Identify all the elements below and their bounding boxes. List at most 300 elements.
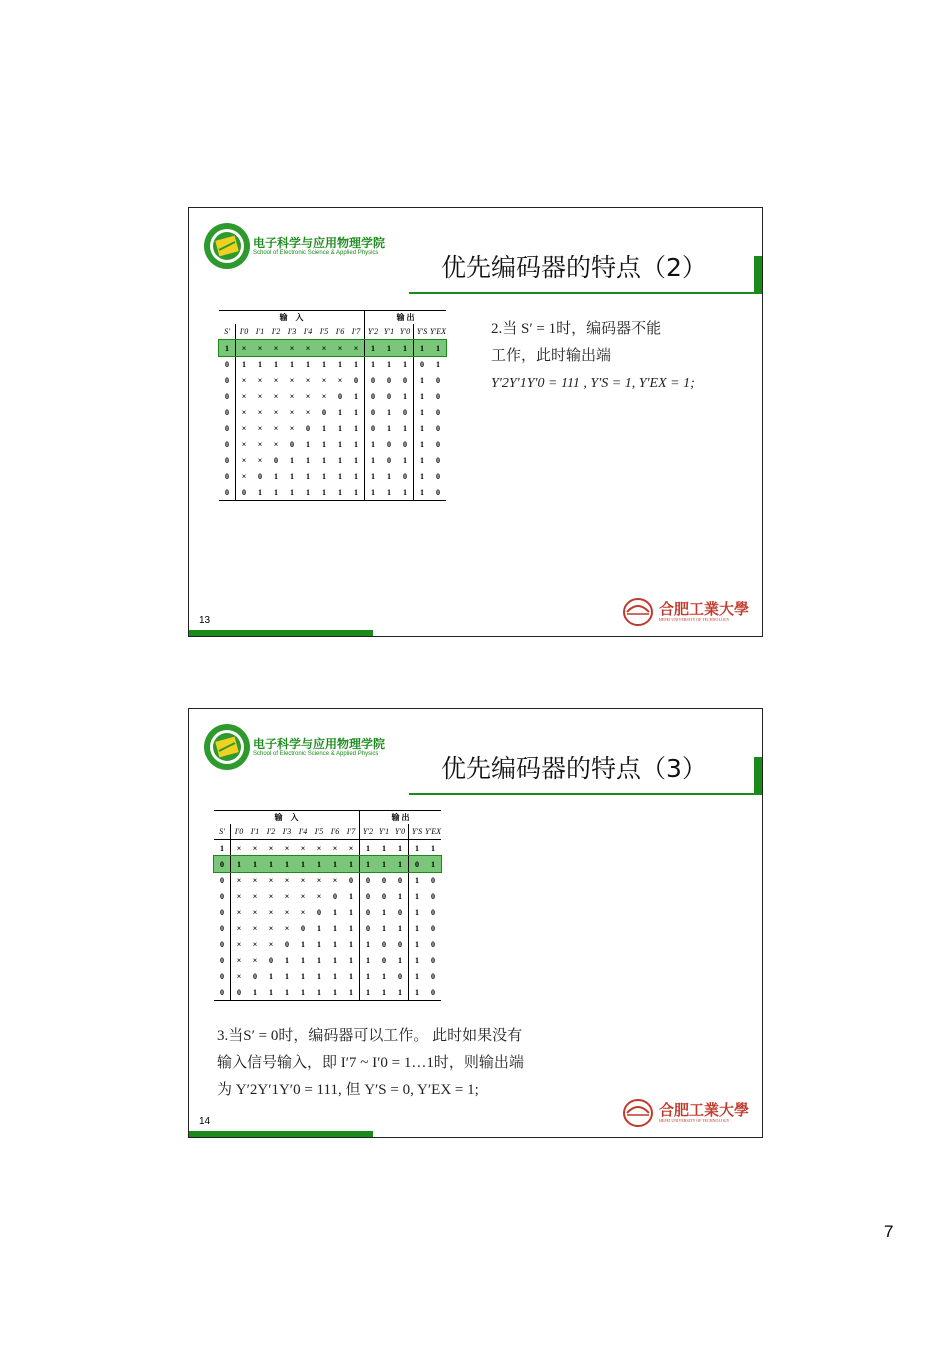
table-cell: ×: [289, 423, 295, 433]
table-column-header: I′4: [295, 824, 311, 840]
table-cell: 1: [398, 955, 402, 965]
truth-table: [214, 810, 441, 1001]
table-cell: 0: [387, 391, 391, 401]
table-cell: 0: [387, 439, 391, 449]
table-cell: 1: [409, 968, 426, 984]
table-row: [219, 484, 446, 501]
table-cell: 1: [403, 455, 407, 465]
table-row: [214, 952, 441, 968]
table-cell: ×: [252, 939, 258, 949]
table-cell: 1: [311, 856, 327, 872]
table-cell: 0: [220, 971, 224, 981]
table-cell: 0: [431, 875, 435, 885]
table-cell: ×: [236, 340, 253, 357]
table-cell: 1: [290, 455, 294, 465]
table-row: [219, 404, 446, 420]
table-cell: 0: [269, 955, 273, 965]
table-cell: 1: [348, 484, 365, 501]
table-cell: 1: [236, 356, 253, 372]
table-cell: ×: [268, 843, 274, 853]
slide-title: 优先编码器的特点（2）: [441, 253, 707, 282]
table-cell: ×: [316, 891, 322, 901]
table-column-header: I′3: [279, 824, 295, 840]
table-cell: 1: [392, 984, 409, 1001]
table-column-header: I′5: [311, 824, 327, 840]
table-cell: ×: [273, 439, 279, 449]
table-column-header: I′1: [252, 324, 268, 340]
title-underline: [409, 292, 762, 294]
truth-table: [219, 310, 446, 501]
university-seal-icon: [623, 1099, 653, 1127]
table-cell: ×: [284, 340, 300, 357]
table-cell: ×: [332, 843, 338, 853]
table-cell: ×: [257, 391, 263, 401]
table-cell: 1: [382, 923, 386, 933]
page-number: 7: [884, 1222, 894, 1241]
body-line: 输入信号输入，即 I′7 ~ I′0 = 1…1时，则输出端: [217, 1055, 524, 1071]
table-cell: ×: [305, 391, 311, 401]
table-cell: 1: [349, 907, 353, 917]
table-cell: 0: [398, 939, 402, 949]
table-cell: 1: [382, 907, 386, 917]
table-cell: ×: [321, 391, 327, 401]
table-cell: 0: [317, 907, 321, 917]
table-group-header-inputs: 输 入: [219, 311, 365, 325]
table-column-header: I′7: [348, 324, 365, 340]
table-cell: 0: [258, 471, 262, 481]
school-name-en: School of Electronic Science & Applied Physics: [253, 250, 379, 256]
table-cell: ×: [273, 423, 279, 433]
table-cell: 0: [365, 404, 382, 420]
table-cell: ×: [236, 468, 253, 484]
table-cell: ×: [284, 843, 290, 853]
table-cell: 1: [274, 359, 278, 369]
table-cell: 0: [436, 455, 440, 465]
table-cell: 1: [409, 952, 426, 968]
table-cell: ×: [231, 920, 248, 936]
table-cell: ×: [316, 875, 322, 885]
table-cell: 0: [354, 375, 358, 385]
table-cell: 1: [365, 340, 382, 357]
table-cell: 0: [365, 372, 382, 388]
table-cell: 1: [398, 843, 402, 853]
table-cell: 0: [382, 875, 386, 885]
table-cell: 1: [349, 971, 353, 981]
table-cell: 1: [403, 391, 407, 401]
university-sub: HEFEI UNIVERSITY OF TECHNOLOGY: [659, 1118, 730, 1123]
table-column-header: Y′0: [397, 324, 414, 340]
table-cell: ×: [300, 907, 306, 917]
table-cell: 1: [290, 359, 294, 369]
table-row: [219, 388, 446, 404]
table-cell: 1: [382, 843, 386, 853]
table-cell: 1: [269, 971, 273, 981]
table-cell: 1: [279, 856, 295, 872]
table-cell: 1: [338, 407, 342, 417]
table-cell: ×: [257, 375, 263, 385]
table-cell: 1: [381, 484, 397, 501]
table-cell: 0: [414, 356, 431, 372]
table-cell: ×: [252, 843, 258, 853]
table-cell: 1: [403, 423, 407, 433]
table-row: [219, 468, 446, 484]
table-row: [214, 888, 441, 904]
table-cell: 1: [258, 359, 262, 369]
table-cell: 1: [398, 891, 402, 901]
table-cell: 0: [436, 423, 440, 433]
table-cell: 0: [231, 984, 248, 1001]
table-cell: 1: [409, 920, 426, 936]
table-cell: 0: [349, 875, 353, 885]
university-name: 合肥工業大學: [659, 1101, 750, 1119]
table-cell: ×: [231, 872, 248, 888]
table-cell: 1: [387, 471, 391, 481]
table-cell: ×: [231, 888, 248, 904]
table-column-header: Y′2: [365, 324, 382, 340]
table-cell: 1: [409, 936, 426, 952]
table-cell: 1: [306, 471, 310, 481]
table-cell: 0: [301, 923, 305, 933]
table-row: [214, 984, 441, 1001]
table-cell: 0: [403, 375, 407, 385]
table-cell: 1: [354, 471, 358, 481]
table-column-header: I′4: [300, 324, 316, 340]
table-column-header: S′: [214, 824, 231, 840]
table-cell: 1: [290, 471, 294, 481]
table-column-header: I′0: [231, 824, 248, 840]
table-cell: 1: [295, 856, 311, 872]
table-cell: 0: [436, 439, 440, 449]
bottom-accent-bar: [189, 1131, 373, 1137]
table-cell: 1: [414, 452, 431, 468]
table-column-header: I′0: [236, 324, 253, 340]
table-cell: 0: [382, 939, 386, 949]
table-row: [219, 340, 446, 357]
table-cell: ×: [257, 407, 263, 417]
table-cell: 0: [403, 471, 407, 481]
table-group-header-inputs: 输 入: [214, 811, 360, 825]
table-cell: ×: [231, 904, 248, 920]
table-cell: 0: [220, 891, 224, 901]
table-cell: 1: [300, 484, 316, 501]
table-cell: ×: [268, 340, 284, 357]
table-cell: ×: [289, 391, 295, 401]
table-cell: ×: [268, 875, 274, 885]
table-cell: 1: [376, 856, 392, 872]
title-accent-bar: [754, 256, 762, 294]
table-column-header: Y′1: [376, 824, 392, 840]
table-cell: 1: [425, 856, 441, 872]
table-cell: ×: [300, 843, 306, 853]
table-cell: 1: [365, 436, 382, 452]
table-cell: 1: [349, 891, 353, 901]
table-cell: 0: [290, 439, 294, 449]
table-cell: ×: [236, 436, 253, 452]
table-cell: 1: [322, 471, 326, 481]
table-column-header: Y′EX: [425, 824, 441, 840]
table-cell: ×: [236, 388, 253, 404]
table-cell: 1: [360, 856, 377, 872]
body-line: Y′2Y′1Y′0 = 111 , Y′S = 1, Y′EX = 1;: [491, 376, 695, 391]
table-cell: 1: [333, 955, 337, 965]
table-cell: 1: [431, 843, 435, 853]
table-cell: 1: [306, 359, 310, 369]
table-column-header: Y′2: [360, 824, 377, 840]
table-cell: ×: [289, 407, 295, 417]
table-cell: ×: [236, 452, 253, 468]
table-cell: 0: [360, 920, 377, 936]
table-cell: 1: [327, 856, 343, 872]
body-line: 为 Y′2Y′1Y′0 = 111, 但 Y′S = 0, Y′EX = 1;: [217, 1082, 479, 1098]
table-cell: 0: [333, 891, 337, 901]
table-cell: 1: [322, 423, 326, 433]
table-column-header: I′5: [316, 324, 332, 340]
table-cell: 1: [247, 984, 263, 1001]
table-column-header: I′6: [327, 824, 343, 840]
title-accent-bar: [754, 757, 762, 795]
table-cell: 0: [220, 875, 224, 885]
table-column-header: Y′0: [392, 824, 409, 840]
table-cell: 1: [322, 359, 326, 369]
table-cell: 1: [349, 939, 353, 949]
table-cell: 1: [349, 955, 353, 965]
table-row: [214, 840, 441, 857]
table-cell: ×: [348, 340, 365, 357]
table-cell: 1: [317, 923, 321, 933]
table-cell: 1: [354, 439, 358, 449]
table-cell: 1: [333, 907, 337, 917]
table-cell: 0: [225, 455, 229, 465]
table-cell: ×: [300, 340, 316, 357]
table-cell: 1: [387, 359, 391, 369]
table-cell: ×: [252, 907, 258, 917]
table-cell: ×: [252, 891, 258, 901]
table-column-header: S′: [219, 324, 236, 340]
table-cell: 0: [225, 375, 229, 385]
table-cell: ×: [257, 423, 263, 433]
school-name-en: School of Electronic Science & Applied Physics: [253, 751, 379, 757]
table-cell: 1: [381, 340, 397, 357]
table-cell: 0: [436, 407, 440, 417]
table-cell: 0: [214, 984, 231, 1001]
table-cell: 1: [365, 452, 382, 468]
table-cell: 1: [403, 359, 407, 369]
table-cell: ×: [231, 952, 248, 968]
table-column-header: I′2: [268, 324, 284, 340]
table-row: [214, 920, 441, 936]
table-cell: 0: [382, 955, 386, 965]
table-cell: 0: [225, 407, 229, 417]
table-cell: 1: [343, 856, 360, 872]
table-cell: 1: [360, 984, 377, 1001]
table-cell: ×: [300, 891, 306, 901]
table-cell: ×: [300, 875, 306, 885]
table-cell: ×: [257, 455, 263, 465]
table-row: [214, 936, 441, 952]
title-underline: [409, 793, 762, 795]
table-cell: 1: [327, 984, 343, 1001]
table-cell: 1: [436, 359, 440, 369]
table-cell: ×: [305, 375, 311, 385]
table-cell: 1: [338, 423, 342, 433]
table-cell: 1: [285, 971, 289, 981]
table-cell: 1: [387, 423, 391, 433]
table-cell: 0: [306, 423, 310, 433]
table-cell: 0: [431, 955, 435, 965]
table-cell: 0: [220, 907, 224, 917]
table-cell: 0: [436, 471, 440, 481]
table-cell: 1: [414, 436, 431, 452]
table-cell: ×: [332, 875, 338, 885]
table-cell: 1: [354, 391, 358, 401]
table-cell: 1: [397, 340, 414, 357]
table-cell: 0: [360, 888, 377, 904]
table-cell: 1: [301, 939, 305, 949]
table-cell: 1: [414, 404, 431, 420]
table-cell: 1: [285, 955, 289, 965]
table-cell: 1: [306, 439, 310, 449]
table-cell: 0: [365, 420, 382, 436]
table-cell: 1: [274, 471, 278, 481]
table-cell: 1: [409, 872, 426, 888]
table-cell: 0: [225, 439, 229, 449]
table-cell: 0: [220, 955, 224, 965]
school-name-cn: 电子科学与应用物理学院: [253, 236, 386, 250]
slide-14: [188, 708, 763, 1138]
table-cell: 0: [409, 856, 426, 872]
table-cell: ×: [284, 907, 290, 917]
table-row: [214, 968, 441, 984]
table-cell: ×: [305, 407, 311, 417]
table-cell: 1: [365, 484, 382, 501]
table-cell: 1: [398, 923, 402, 933]
table-cell: 1: [333, 923, 337, 933]
table-cell: 0: [236, 484, 253, 501]
table-cell: 0: [431, 891, 435, 901]
table-cell: ×: [273, 375, 279, 385]
table-cell: 1: [360, 936, 377, 952]
table-cell: 1: [360, 952, 377, 968]
table-cell: ×: [332, 340, 348, 357]
table-cell: 1: [263, 856, 279, 872]
table-cell: ×: [257, 439, 263, 449]
table-cell: 1: [338, 439, 342, 449]
table-cell: 1: [301, 955, 305, 965]
school-logo-icon: [203, 723, 251, 771]
table-cell: 1: [414, 372, 431, 388]
table-cell: 1: [414, 388, 431, 404]
table-cell: 1: [322, 455, 326, 465]
table-cell: 0: [360, 872, 377, 888]
table-cell: ×: [252, 340, 268, 357]
table-row: [219, 420, 446, 436]
table-cell: ×: [231, 936, 248, 952]
table-cell: ×: [284, 875, 290, 885]
table-cell: 0: [387, 455, 391, 465]
table-cell: 0: [220, 923, 224, 933]
school-logo-icon: [203, 222, 251, 270]
table-cell: 1: [382, 971, 386, 981]
table-cell: 1: [409, 840, 426, 857]
body-line: 2.当 S′ = 1时，编码器不能: [491, 321, 662, 337]
table-cell: 1: [311, 984, 327, 1001]
table-row: [219, 356, 446, 372]
university-sub: HEFEI UNIVERSITY OF TECHNOLOGY: [659, 617, 730, 622]
table-cell: 1: [392, 856, 409, 872]
table-cell: 1: [252, 484, 268, 501]
table-cell: 1: [279, 984, 295, 1001]
table-column-header: Y′EX: [430, 324, 446, 340]
table-cell: ×: [231, 840, 248, 857]
table-cell: ×: [337, 375, 343, 385]
table-cell: 1: [338, 455, 342, 465]
table-cell: 0: [431, 939, 435, 949]
table-cell: ×: [273, 391, 279, 401]
table-row: [214, 872, 441, 888]
table-cell: 1: [414, 468, 431, 484]
table-cell: 1: [332, 484, 348, 501]
table-cell: 0: [382, 891, 386, 901]
table-cell: 0: [403, 439, 407, 449]
university-seal-icon: [623, 598, 653, 626]
table-cell: ×: [252, 875, 258, 885]
table-cell: 1: [397, 484, 414, 501]
table-cell: 0: [220, 939, 224, 949]
body-line: 工作，此时输出端: [491, 348, 612, 364]
table-cell: 0: [431, 907, 435, 917]
table-row: [219, 452, 446, 468]
table-cell: ×: [236, 404, 253, 420]
body-line: 3.当S′ = 0时，编码器可以工作。 此时如果没有: [217, 1028, 523, 1044]
table-cell: ×: [268, 923, 274, 933]
table-cell: 0: [430, 484, 446, 501]
table-cell: ×: [321, 375, 327, 385]
table-cell: 0: [274, 455, 278, 465]
table-cell: 0: [285, 939, 289, 949]
table-cell: ×: [236, 372, 253, 388]
table-cell: 1: [365, 468, 382, 484]
table-cell: 1: [354, 423, 358, 433]
table-cell: 0: [387, 375, 391, 385]
bottom-accent-bar: [189, 630, 373, 636]
table-row: [214, 904, 441, 920]
table-cell: 0: [225, 423, 229, 433]
university-name: 合肥工業大學: [659, 600, 750, 618]
table-cell: 1: [338, 359, 342, 369]
table-cell: 0: [214, 856, 231, 872]
table-cell: 0: [398, 971, 402, 981]
table-row: [219, 372, 446, 388]
university-logo: [623, 598, 748, 626]
table-cell: 0: [225, 359, 229, 369]
table-cell: 1: [306, 455, 310, 465]
table-group-header-outputs: 输 出: [365, 311, 447, 325]
table-column-header: I′1: [247, 824, 263, 840]
table-cell: 1: [333, 939, 337, 949]
table-cell: ×: [284, 891, 290, 901]
table-cell: 1: [349, 923, 353, 933]
table-cell: 1: [409, 888, 426, 904]
table-cell: 0: [398, 875, 402, 885]
table-cell: 0: [338, 391, 342, 401]
table-cell: 1: [414, 340, 431, 357]
table-column-header: Y′S: [409, 824, 426, 840]
table-cell: 1: [338, 471, 342, 481]
table-cell: 0: [365, 388, 382, 404]
table-cell: ×: [268, 891, 274, 901]
table-column-header: I′7: [343, 824, 360, 840]
table-column-header: Y′S: [414, 324, 431, 340]
